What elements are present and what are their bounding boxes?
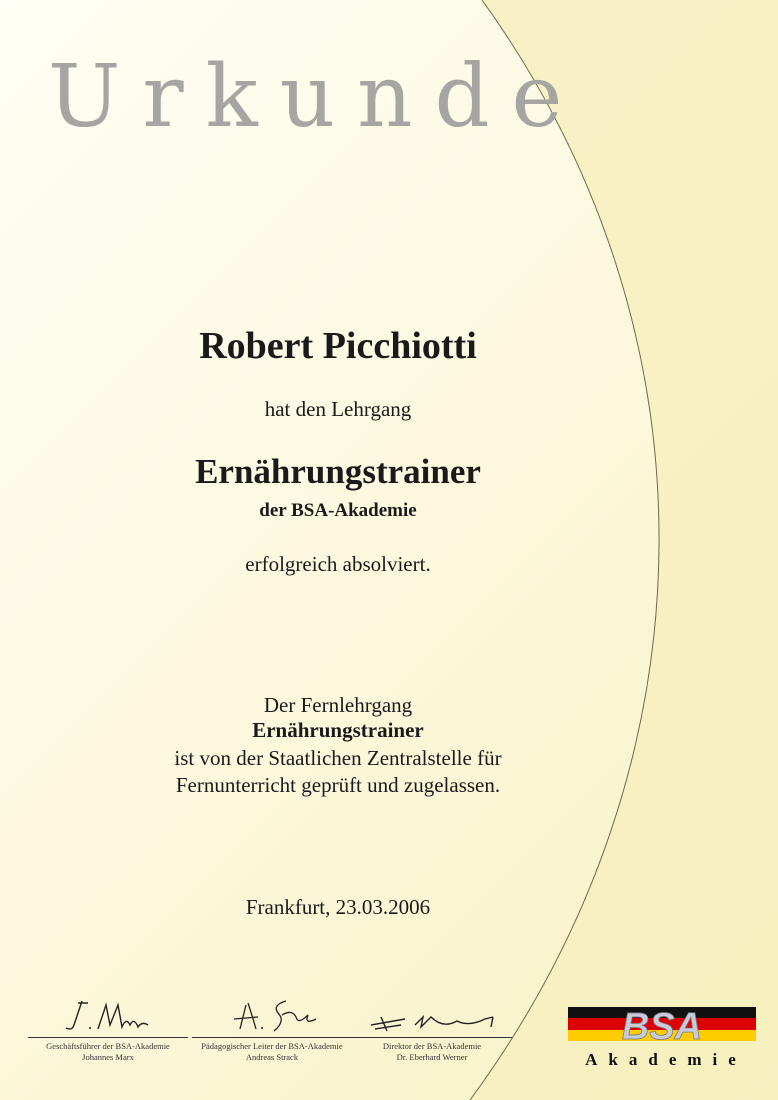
signer-name: Dr. Eberhard Werner (396, 1052, 468, 1062)
bsa-logo-mark (566, 1005, 758, 1043)
recipient-name: Robert Picchiotti (199, 325, 477, 367)
signer-role: Pädagogischer Leiter der BSA-Akademie (201, 1041, 343, 1051)
logo-subtitle: Akademie (585, 1050, 747, 1069)
signature-line (352, 1037, 512, 1038)
handwritten-signature (212, 995, 332, 1035)
signature-line (192, 1037, 352, 1038)
place-date: Frankfurt, 23.03.2006 (245, 895, 431, 919)
handwritten-signature (357, 995, 507, 1035)
signature-block (192, 995, 352, 1063)
footnote-course: Ernährungstrainer (252, 718, 424, 742)
academy-line: der BSA-Akademie (259, 500, 417, 521)
signature-line (28, 1037, 188, 1038)
yellow-side-panel (470, 0, 778, 1100)
completion-text: erfolgreich absolviert. (245, 552, 431, 576)
bsa-logo (566, 1005, 758, 1070)
signature-block (352, 995, 512, 1063)
signer-role: Direktor der BSA-Akademie (382, 1041, 482, 1051)
footnote-line: ist von der Staatlichen Zentralstelle für (174, 746, 502, 770)
intro-text: hat den Lehrgang (264, 397, 412, 421)
course-title: Ernährungstrainer (195, 452, 481, 491)
signer-name: Andreas Strack (245, 1052, 299, 1062)
handwritten-signature (48, 995, 168, 1035)
footnote-intro: Der Fernlehrgang (263, 693, 413, 717)
signer-name: Johannes Marx (82, 1052, 134, 1062)
signature-block (28, 995, 188, 1063)
certificate-title: Urkunde (48, 47, 585, 147)
svg-text:BSA: BSA (621, 1006, 703, 1043)
signer-role: Geschäftsführer der BSA-Akademie (46, 1041, 170, 1051)
footnote-line: Fernunterricht geprüft und zugelassen. (175, 773, 501, 797)
